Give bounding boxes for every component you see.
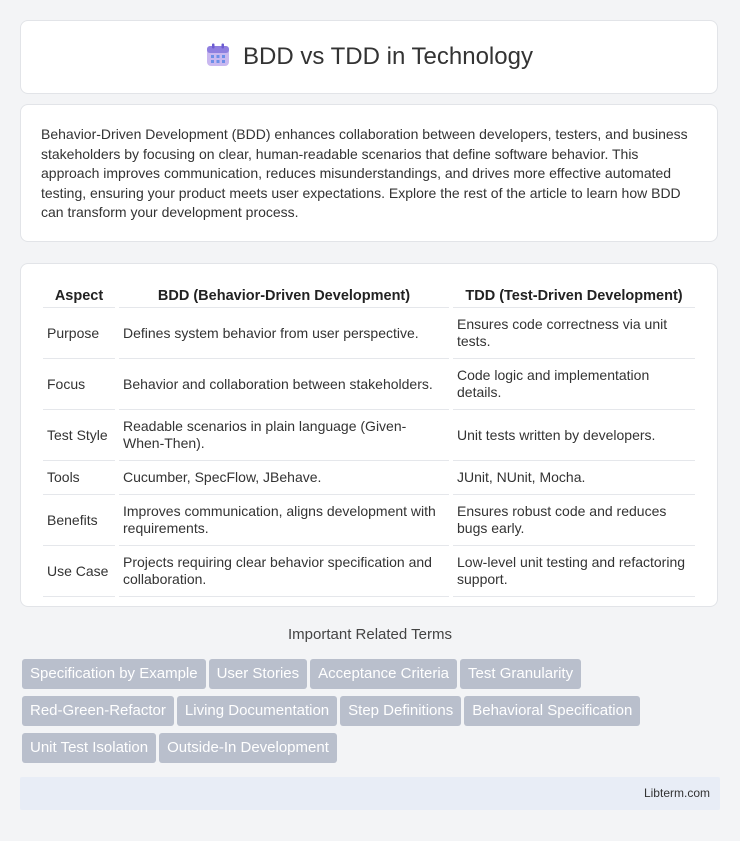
tdd-cell: Low-level unit testing and refactoring support. <box>453 546 695 597</box>
bdd-cell: Readable scenarios in plain language (Given-When-Then). <box>119 410 449 461</box>
related-terms-list <box>22 659 722 770</box>
header-card <box>20 20 718 94</box>
table-row <box>43 495 695 546</box>
tdd-cell: Ensures code correctness via unit tests. <box>453 308 695 359</box>
column-header-aspect: Aspect <box>43 284 115 308</box>
bdd-cell: Cucumber, SpecFlow, JBehave. <box>119 461 449 495</box>
column-header-tdd: TDD (Test-Driven Development) <box>453 284 695 308</box>
aspect-cell: Tools <box>43 461 115 495</box>
bdd-cell: Projects requiring clear behavior specification and collaboration. <box>119 546 449 597</box>
related-term-tag[interactable]: Red-Green-Refactor <box>22 696 174 726</box>
tdd-cell: Unit tests written by developers. <box>453 410 695 461</box>
related-term-tag[interactable]: User Stories <box>209 659 308 689</box>
tdd-cell: Code logic and implementation details. <box>453 359 695 410</box>
column-header-bdd: BDD (Behavior-Driven Development) <box>119 284 449 308</box>
table-row <box>43 461 695 495</box>
table-row <box>43 546 695 597</box>
related-term-tag[interactable]: Behavioral Specification <box>464 696 640 726</box>
table-row <box>43 359 695 410</box>
aspect-cell: Focus <box>43 359 115 410</box>
table-header-row <box>43 284 695 308</box>
aspect-cell: Use Case <box>43 546 115 597</box>
tdd-cell: Ensures robust code and reduces bugs early. <box>453 495 695 546</box>
table-row <box>43 410 695 461</box>
table-row <box>43 308 695 359</box>
intro-text: Behavior-Driven Development (BDD) enhances collaboration between developers, testers, and business stakeholders by focusing on clear, human-readable scenarios that define software behavior. This approach improves communication, reduces misunderstandings, and drives more effective automated testing, ensuring your product meets user expectations. Explore the rest of the article to learn how BDD can transform your development process. <box>41 126 688 221</box>
bdd-cell: Improves communication, aligns development with requirements. <box>119 495 449 546</box>
related-term-tag[interactable]: Unit Test Isolation <box>22 733 156 763</box>
bdd-cell: Behavior and collaboration between stakeholders. <box>119 359 449 410</box>
related-term-tag[interactable]: Acceptance Criteria <box>310 659 457 689</box>
tdd-cell: JUnit, NUnit, Mocha. <box>453 461 695 495</box>
related-term-tag[interactable]: Specification by Example <box>22 659 206 689</box>
aspect-cell: Benefits <box>43 495 115 546</box>
related-term-tag[interactable]: Living Documentation <box>177 696 337 726</box>
related-term-tag[interactable]: Step Definitions <box>340 696 461 726</box>
related-term-tag[interactable]: Test Granularity <box>460 659 581 689</box>
related-term-tag[interactable]: Outside-In Development <box>159 733 337 763</box>
footer <box>20 777 720 810</box>
footer-site-link[interactable]: Libterm.com <box>643 786 710 800</box>
intro-card <box>20 104 718 242</box>
aspect-cell: Test Style <box>43 410 115 461</box>
calendar-icon <box>205 42 231 73</box>
comparison-table <box>39 284 699 597</box>
aspect-cell: Purpose <box>43 308 115 359</box>
related-terms-heading: Important Related Terms <box>288 626 452 643</box>
bdd-cell: Defines system behavior from user perspective. <box>119 308 449 359</box>
page-title: BDD vs TDD in Technology <box>243 43 533 70</box>
comparison-card <box>20 263 718 607</box>
